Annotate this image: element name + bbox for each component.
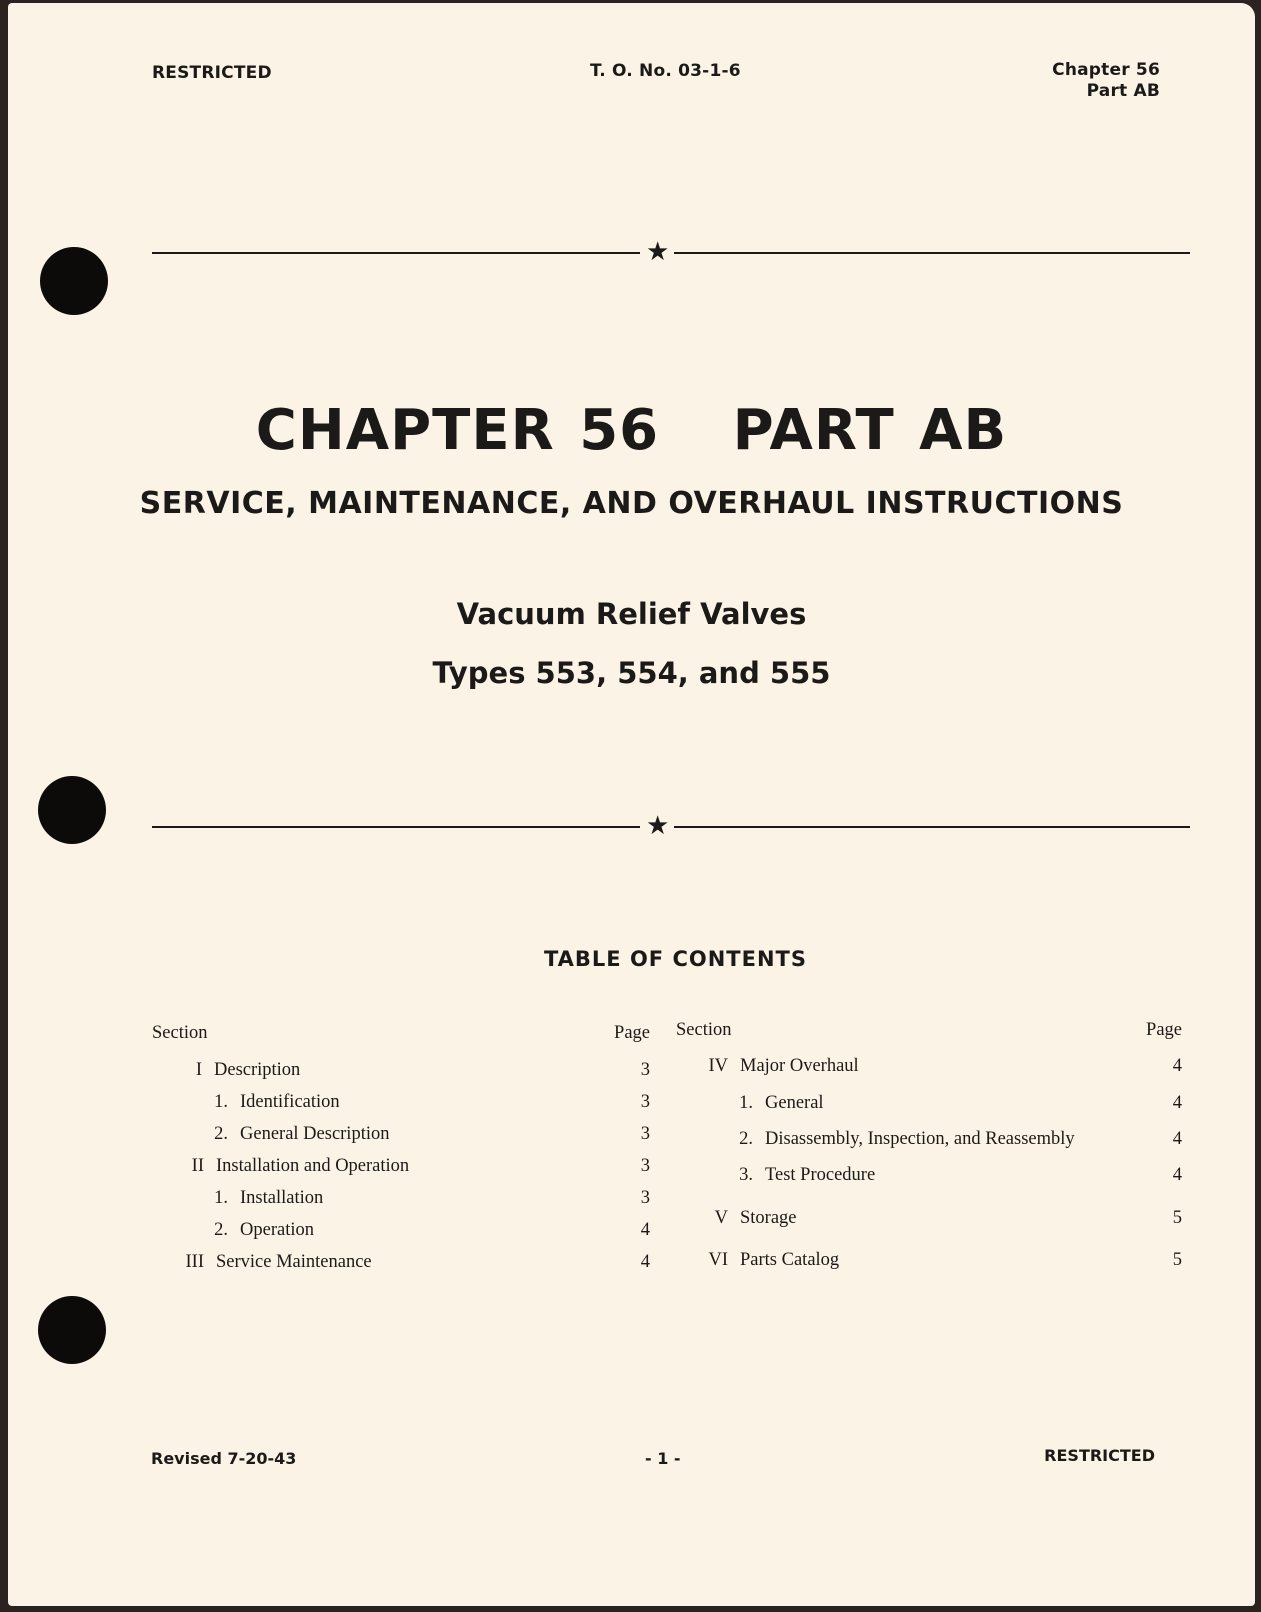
toc-page-header: Page <box>1146 1020 1182 1040</box>
toc-left-column <box>152 1023 650 1283</box>
footer-page-number: - 1 - <box>645 1449 681 1468</box>
binder-hole-icon <box>38 776 106 844</box>
toc-entry[interactable]: V Storage 5 <box>714 1208 1182 1228</box>
toc-heading: TABLE OF CONTENTS <box>543 947 808 971</box>
toc-entry[interactable]: I Description 3 <box>195 1060 650 1080</box>
top-divider <box>152 237 1190 267</box>
toc-entry[interactable]: 1. Installation 3 <box>214 1188 650 1208</box>
toc-entry[interactable]: II Installation and Operation 3 <box>191 1156 650 1176</box>
document-page <box>8 3 1255 1606</box>
chapter-title: CHAPTER 56 PART AB <box>255 398 1008 463</box>
header-classification: RESTRICTED <box>152 63 272 83</box>
toc-entry[interactable]: 1. General 4 <box>739 1093 1182 1113</box>
toc-page-header: Page <box>614 1023 650 1043</box>
toc-section-header: Section <box>676 1020 732 1040</box>
toc-right-column <box>676 1020 1182 1280</box>
binder-hole-icon <box>38 1296 106 1364</box>
equipment-name: Vacuum Relief Valves <box>456 597 807 631</box>
toc-entry[interactable]: VI Parts Catalog 5 <box>708 1250 1182 1270</box>
star-icon: ★ <box>646 811 670 841</box>
equipment-types: Types 553, 554, and 555 <box>432 656 831 690</box>
document-subtitle: SERVICE, MAINTENANCE, AND OVERHAUL INSTRUCTIONS <box>139 486 1124 521</box>
toc-entry[interactable]: III Service Maintenance 4 <box>185 1252 650 1272</box>
footer-classification: RESTRICTED <box>1044 1446 1155 1465</box>
header-chapter: Chapter 56 <box>1052 60 1160 80</box>
header-part: Part AB <box>1086 81 1160 101</box>
binder-hole-icon <box>40 247 108 315</box>
toc-section-header: Section <box>152 1023 208 1043</box>
bottom-divider <box>152 811 1190 841</box>
header-to-number: T. O. No. 03-1-6 <box>590 61 741 81</box>
star-icon: ★ <box>646 237 670 267</box>
toc-entry[interactable]: 2. Operation 4 <box>214 1220 650 1240</box>
toc-entry[interactable]: 2. General Description 3 <box>214 1124 650 1144</box>
toc-entry[interactable]: 1. Identification 3 <box>214 1092 650 1112</box>
footer-revision-date: Revised 7-20-43 <box>151 1449 297 1468</box>
toc-entry[interactable]: 3. Test Procedure 4 <box>739 1165 1182 1185</box>
toc-entry[interactable]: IV Major Overhaul 4 <box>708 1056 1182 1076</box>
toc-entry[interactable]: 2. Disassembly, Inspection, and Reassembly 4 <box>739 1129 1182 1149</box>
